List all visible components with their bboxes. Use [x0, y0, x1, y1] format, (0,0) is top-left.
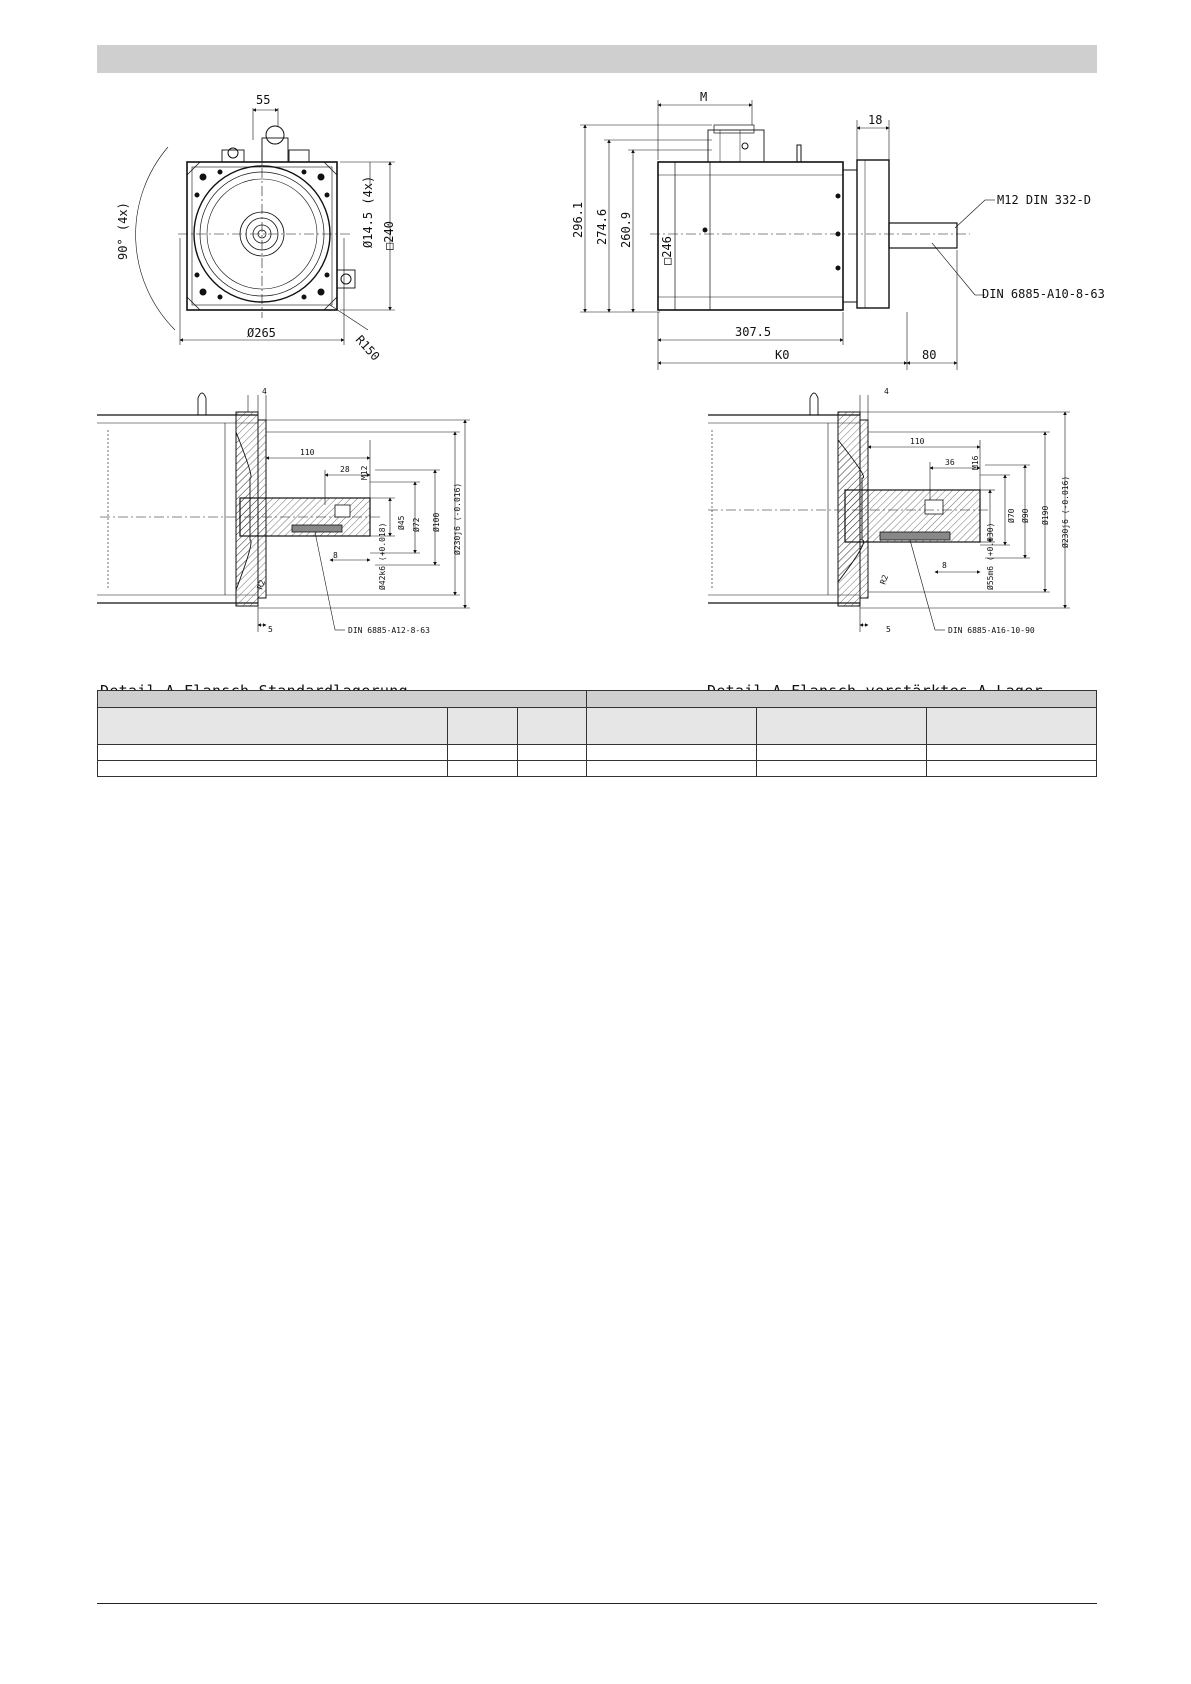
- std-dim-100: Ø100: [432, 512, 441, 532]
- inc-dim-230: Ø230j6 (-0.016): [1061, 475, 1070, 548]
- inc-dim-90: Ø90: [1021, 508, 1030, 523]
- inc-dim-70: Ø70: [1007, 508, 1016, 523]
- std-dim-4: 4: [262, 387, 267, 396]
- dim-240: □240: [382, 221, 396, 250]
- std-dim-8: 8: [333, 551, 338, 560]
- std-dim-r2: R2: [255, 578, 268, 591]
- dim-r150: R150: [352, 332, 383, 364]
- side-view-labels: [571, 90, 1105, 362]
- dim-55: 55: [256, 93, 271, 107]
- label-m12-din: M12 DIN 332-D: [997, 193, 1091, 207]
- table-row: [98, 745, 1097, 761]
- dim-274-6: 274.6: [595, 208, 609, 245]
- dim-80: 80: [922, 348, 937, 362]
- dim-k0: K0: [775, 348, 790, 362]
- inc-dim-8: 8: [942, 561, 947, 570]
- inc-dim-4: 4: [884, 387, 889, 396]
- inc-dim-m16: M16: [971, 455, 980, 470]
- std-dim-45: Ø45: [397, 515, 406, 530]
- std-label-din: DIN 6885-A12-8-63: [348, 626, 430, 635]
- inc-dim-36: 36: [945, 458, 955, 467]
- dim-sq246: □246: [660, 236, 674, 265]
- front-view: [136, 108, 395, 345]
- technical-drawing: [0, 0, 1191, 690]
- std-dim-42: Ø42k6 (+0.018): [378, 522, 387, 590]
- dim-14-5: Ø14.5 (4x): [361, 175, 375, 248]
- dim-18: 18: [868, 113, 883, 127]
- side-housing: [658, 162, 843, 310]
- inc-dim-55: Ø55m6 (+0.030): [986, 522, 995, 590]
- front-view-labels: [116, 93, 396, 363]
- std-dim-28: 28: [340, 465, 350, 474]
- table-row: [98, 761, 1097, 777]
- dim-265: Ø265: [247, 326, 276, 340]
- std-dim-m12: M12: [360, 465, 369, 480]
- dim-260-9: 260.9: [619, 211, 633, 248]
- label-din-6885-side: DIN 6885-A10-8-63: [982, 287, 1105, 301]
- footer-rule: [97, 1603, 1097, 1604]
- table-header-right: [587, 691, 1097, 708]
- dim-307-5: 307.5: [735, 325, 772, 339]
- table-header-left: [98, 691, 587, 708]
- dim-angle: 90° (4x): [116, 202, 130, 260]
- spec-table: [97, 690, 1097, 777]
- inc-label-din: DIN 6885-A16-10-90: [948, 626, 1035, 635]
- std-dim-72: Ø72: [412, 517, 421, 532]
- std-dim-110: 110: [300, 448, 315, 457]
- detail-standard-drawing: [97, 393, 470, 632]
- std-dim-230: Ø230j6 (-0.016): [453, 482, 462, 555]
- dim-m: M: [700, 90, 708, 104]
- inc-dim-r2: R2: [878, 573, 891, 586]
- table-subheader: [98, 708, 1097, 745]
- side-view: [580, 100, 995, 370]
- std-dim-5: 5: [268, 625, 273, 634]
- dim-296-1: 296.1: [571, 201, 585, 238]
- inc-dim-5: 5: [886, 625, 891, 634]
- table-header-band: [98, 691, 1097, 708]
- inc-dim-190: Ø190: [1041, 505, 1050, 525]
- inc-dim-110: 110: [910, 437, 925, 446]
